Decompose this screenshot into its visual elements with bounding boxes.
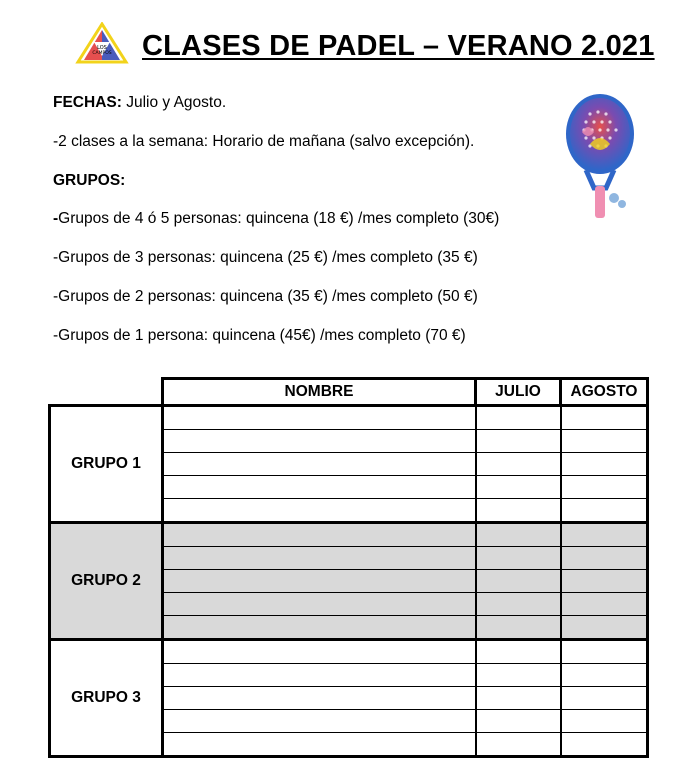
table-row — [50, 523, 648, 547]
grupo-line-2 — [53, 249, 478, 267]
grupo-line-3 — [53, 288, 478, 306]
agosto-cell[interactable] — [561, 710, 648, 733]
agosto-cell[interactable] — [561, 593, 648, 616]
julio-cell[interactable] — [476, 547, 561, 570]
svg-text:LOS: LOS — [97, 45, 107, 51]
grupo-line-prefix: - — [53, 327, 59, 344]
agosto-cell[interactable] — [561, 640, 648, 664]
grupo-line-prefix: - — [53, 249, 59, 266]
julio-cell[interactable] — [476, 664, 561, 687]
group-label: GRUPO 1 — [50, 406, 163, 523]
julio-cell[interactable] — [476, 640, 561, 664]
grupo-line-4 — [53, 327, 466, 345]
header-julio: JULIO — [476, 379, 561, 406]
julio-cell[interactable] — [476, 499, 561, 523]
grupo-line-text: Grupos de 1 persona: quincena (45€) /mes completo (70 €) — [58, 327, 466, 344]
group-sign-up-table — [48, 377, 649, 758]
agosto-cell[interactable] — [561, 499, 648, 523]
agosto-cell[interactable] — [561, 733, 648, 757]
grupo-line-text: Grupos de 2 personas: quincena (35 €) /mes completo (50 €) — [58, 288, 478, 305]
julio-cell[interactable] — [476, 406, 561, 430]
agosto-cell[interactable] — [561, 453, 648, 476]
name-cell[interactable] — [163, 547, 476, 570]
name-cell[interactable] — [163, 616, 476, 640]
header-nombre: NOMBRE — [163, 379, 476, 406]
agosto-cell[interactable] — [561, 476, 648, 499]
agosto-cell[interactable] — [561, 570, 648, 593]
header-corner — [50, 379, 163, 406]
fechas-value: Julio y Agosto. — [121, 94, 227, 111]
grupo-line-prefix: - — [53, 288, 59, 305]
grupo-line-text: Grupos de 3 personas: quincena (25 €) /mes completo (35 €) — [58, 249, 478, 266]
name-cell[interactable] — [163, 664, 476, 687]
julio-cell[interactable] — [476, 593, 561, 616]
table-row — [50, 406, 648, 430]
name-cell[interactable] — [163, 523, 476, 547]
name-cell[interactable] — [163, 476, 476, 499]
julio-cell[interactable] — [476, 733, 561, 757]
grupo-line-1 — [53, 210, 499, 228]
name-cell[interactable] — [163, 733, 476, 757]
name-cell[interactable] — [163, 593, 476, 616]
agosto-cell[interactable] — [561, 523, 648, 547]
svg-text:CAMPOS: CAMPOS — [92, 51, 112, 56]
grupo-line-text: Grupos de 4 ó 5 personas: quincena (18 €) /mes completo (30€) — [58, 210, 500, 227]
agosto-cell[interactable] — [561, 687, 648, 710]
fechas-label: FECHAS: — [53, 94, 122, 111]
agosto-cell[interactable] — [561, 547, 648, 570]
julio-cell[interactable] — [476, 710, 561, 733]
name-cell[interactable] — [163, 710, 476, 733]
julio-cell[interactable] — [476, 570, 561, 593]
club-logo — [74, 22, 130, 66]
header-agosto: AGOSTO — [561, 379, 648, 406]
name-cell[interactable] — [163, 570, 476, 593]
julio-cell[interactable] — [476, 687, 561, 710]
agosto-cell[interactable] — [561, 664, 648, 687]
fechas-line — [53, 94, 226, 112]
grupos-heading — [53, 172, 125, 190]
name-cell[interactable] — [163, 453, 476, 476]
julio-cell[interactable] — [476, 523, 561, 547]
group-label: GRUPO 2 — [50, 523, 163, 640]
table-row — [50, 640, 648, 664]
agosto-cell[interactable] — [561, 616, 648, 640]
julio-cell[interactable] — [476, 453, 561, 476]
name-cell[interactable] — [163, 687, 476, 710]
name-cell[interactable] — [163, 499, 476, 523]
julio-cell[interactable] — [476, 430, 561, 453]
agosto-cell[interactable] — [561, 430, 648, 453]
clases-line: -2 clases a la semana: Horario de mañana (salvo excepción). — [53, 133, 475, 150]
group-label: GRUPO 3 — [50, 640, 163, 757]
table-header-row — [50, 379, 648, 406]
grupo-line-prefix: - — [53, 210, 59, 227]
grupos-label: GRUPOS: — [53, 172, 126, 189]
julio-cell[interactable] — [476, 476, 561, 499]
page-title: CLASES DE PADEL – VERANO 2.021 — [142, 30, 655, 62]
padel-racket-icon — [560, 92, 640, 228]
name-cell[interactable] — [163, 430, 476, 453]
julio-cell[interactable] — [476, 616, 561, 640]
agosto-cell[interactable] — [561, 406, 648, 430]
name-cell[interactable] — [163, 640, 476, 664]
name-cell[interactable] — [163, 406, 476, 430]
